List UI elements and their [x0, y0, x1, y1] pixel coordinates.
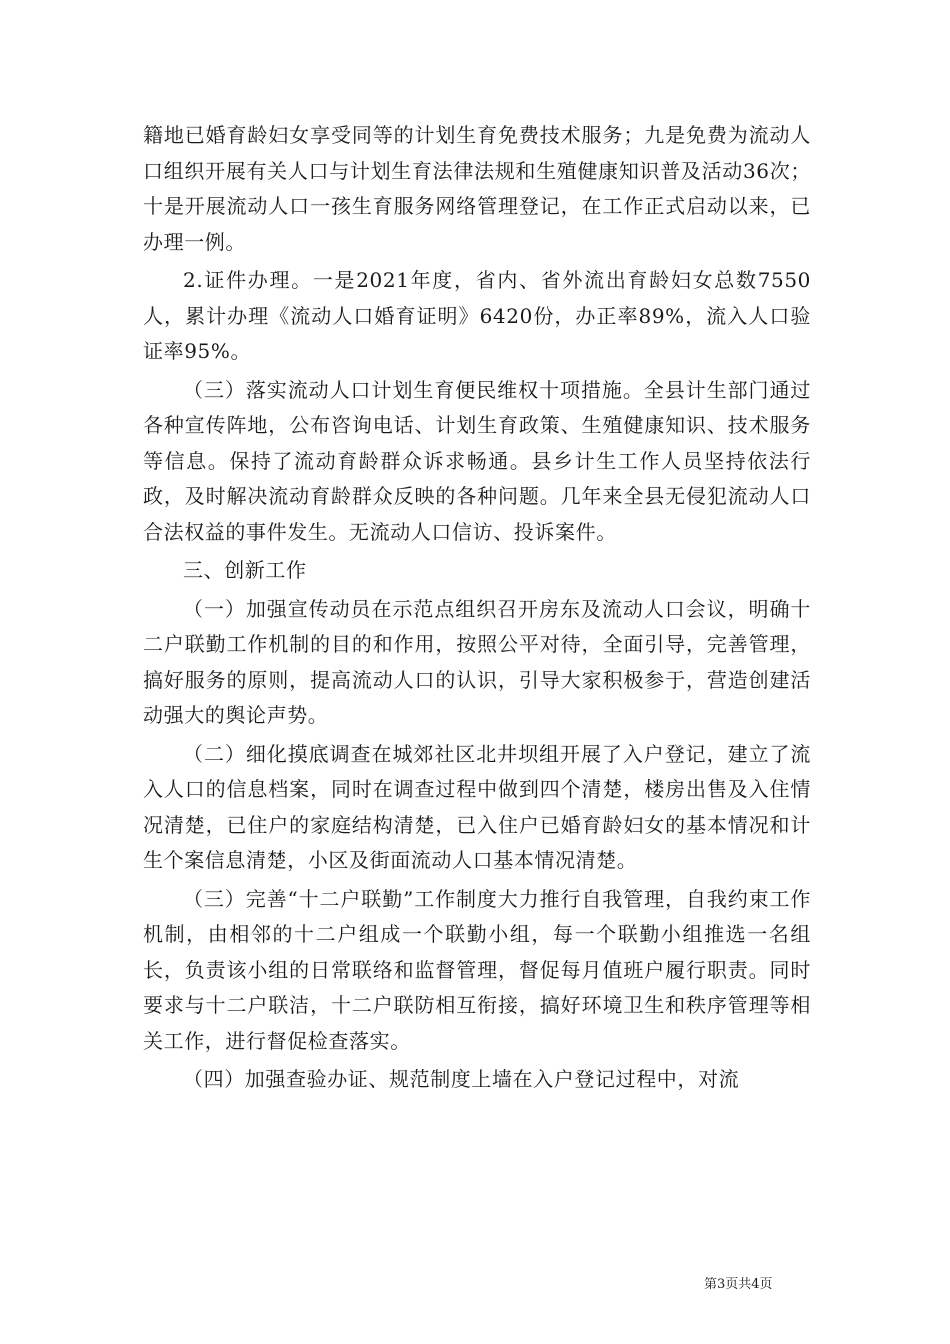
- paragraph-continuation: 籍地已婚育龄妇女享受同等的计划生育免费技术服务；九是免费为流动人口组织开展有关人口与计划生育法律法规和生殖健康知识普及活动36次；十是开展流动人口一孩生育服务网络管理登记，在工作正式启动以来，已办理一例。: [143, 123, 811, 254]
- section-heading-innovation: 三、创新工作: [183, 558, 307, 582]
- paragraph-rights-measures: （三）落实流动人口计划生育便民维权十项措施。全县计生部门通过各种宣传阵地，公布咨询电话、计划生育政策、生殖健康知识、技术服务等信息。保持了流动育龄群众诉求畅通。县乡计生工作人员坚持依法行政，及时解决流动育龄群众反映的各种问题。几年来全县无侵犯流动人口合法权益的事件发生。无流动人口信访、投诉案件。: [143, 377, 811, 544]
- paragraph-survey: （二）细化摸底调查在城郊社区北井坝组开展了入户登记，建立了流入人口的信息档案，同时在调查过程中做到四个清楚，楼房出售及入住情况清楚，已住户的家庭结构清楚，已入住户已婚育龄妇女的基本情况和计生个案信息清楚，小区及街面流动人口基本情况清楚。: [143, 741, 811, 872]
- paragraph-twelve-household-system: （三）完善“十二户联勤”工作制度大力推行自我管理，自我约束工作机制，由相邻的十二户组成一个联勤小组，每一个联勤小组推选一名组长，负责该小组的日常联络和监督管理，督促每月值班户履行职责。同时要求与十二户联洁，十二户联防相互衔接，搞好环境卫生和秩序管理等相关工作，进行督促检查落实。: [143, 886, 811, 1053]
- paragraph-inspection-certificates: （四）加强查验办证、规范制度上墙在入户登记过程中，对流: [183, 1067, 740, 1091]
- paragraph-certificate-processing: 2.证件办理。一是2021年度，省内、省外流出育龄妇女总数7550人，累计办理《流动人口婚育证明》6420份，办正率89%，流入人口验证率95%。: [143, 268, 811, 363]
- document-body: [143, 118, 811, 1101]
- paragraph-publicity-mobilization: （一）加强宣传动员在示范点组织召开房东及流动人口会议，明确十二户联勤工作机制的目的和作用，按照公平对待，全面引导，完善管理，搞好服务的原则，提高流动人口的认识，引导大家积极参于，营造创建活动强大的舆论声势。: [143, 596, 811, 727]
- page-number: 第3页共4页: [704, 1277, 773, 1292]
